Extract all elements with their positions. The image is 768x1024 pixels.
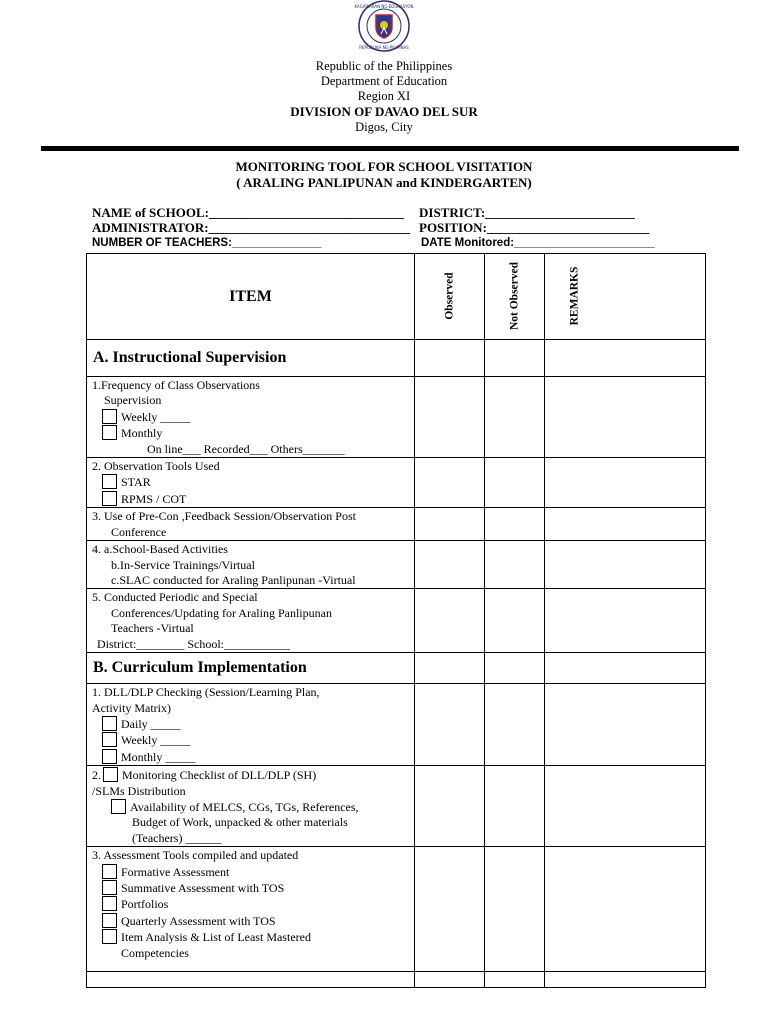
- header-department: Department of Education: [320, 74, 448, 88]
- item-text: 2.: [92, 768, 101, 783]
- cell-remarks[interactable]: [545, 589, 706, 653]
- item-text: (Teachers) ______: [132, 830, 222, 845]
- checkbox[interactable]: [102, 749, 117, 764]
- header-remarks-cell: [545, 254, 706, 340]
- item-text: 1. DLL/DLP Checking (Session/Learning Plan,: [92, 685, 320, 700]
- cell-remarks[interactable]: [545, 541, 706, 589]
- section-b-row: [87, 653, 706, 684]
- checkbox[interactable]: [102, 929, 117, 944]
- header-item: ITEM: [87, 254, 415, 340]
- item-a4: [87, 541, 415, 589]
- checkbox[interactable]: [102, 491, 117, 506]
- header-remarks: REMARKS: [568, 266, 581, 326]
- item-a2: [87, 458, 415, 508]
- option-label: Summative Assessment with TOS: [121, 880, 285, 895]
- option-label: Daily _____: [121, 716, 181, 731]
- cell-item-empty[interactable]: [87, 972, 415, 988]
- header-city: Digos, City: [355, 120, 413, 134]
- item-b2: [87, 766, 415, 847]
- cell-remarks[interactable]: [545, 684, 706, 766]
- cell-remarks[interactable]: [545, 653, 706, 684]
- cell-observed[interactable]: [415, 340, 485, 377]
- cell-remarks[interactable]: [545, 340, 706, 377]
- cell-not-observed[interactable]: [485, 847, 545, 972]
- cell-remarks[interactable]: [545, 508, 706, 541]
- seal-bottom-text: REPUBLIKA NG PILIPINAS: [359, 45, 409, 50]
- cell-not-observed[interactable]: [485, 684, 545, 766]
- item-text: 3. Assessment Tools compiled and updated: [92, 848, 299, 863]
- section-b-title: B. Curriculum Implementation: [87, 653, 415, 684]
- cell-observed[interactable]: [415, 458, 485, 508]
- header-region: Region XI: [357, 89, 411, 103]
- option-label: Monthly _____: [121, 749, 196, 764]
- cell-observed[interactable]: [415, 589, 485, 653]
- cell-not-observed[interactable]: [485, 377, 545, 458]
- form-title-line2: ( ARALING PANLIPUNAN and KINDERGARTEN): [236, 175, 532, 190]
- checkbox[interactable]: [102, 864, 117, 879]
- item-text: 1.Frequency of Class Observations: [92, 378, 260, 392]
- item-text: On line___ Recorded___ Others_______: [147, 441, 345, 456]
- header-not-observed-cell: [485, 254, 545, 340]
- form-title: [0, 159, 768, 191]
- cell-remarks[interactable]: [545, 458, 706, 508]
- division-name: DIVISION OF DAVAO DEL SUR: [290, 104, 478, 119]
- item-text: Activity Matrix): [92, 700, 171, 715]
- item-b1: [87, 684, 415, 766]
- option-label: Formative Assessment: [121, 864, 230, 879]
- item-text: 5. Conducted Periodic and Special: [92, 590, 258, 605]
- checkbox[interactable]: [102, 409, 117, 424]
- header-division: [0, 104, 768, 120]
- checkbox[interactable]: [103, 767, 118, 782]
- item-a3: [87, 508, 415, 541]
- item-text: 2. Observation Tools Used: [92, 459, 220, 474]
- item-text: c.SLAC conducted for Araling Panlipunan -Virtual: [111, 573, 356, 588]
- cell-not-observed[interactable]: [485, 541, 545, 589]
- header-observed: Observed: [442, 272, 455, 320]
- table-row: [87, 377, 706, 458]
- option-label: STAR: [121, 475, 151, 490]
- option-label: Quarterly Assessment with TOS: [121, 913, 276, 928]
- cell-remarks[interactable]: [545, 766, 706, 847]
- header-rule: [41, 146, 739, 151]
- teachers-count-field: NUMBER OF TEACHERS:______________: [92, 237, 322, 249]
- table-row: [87, 541, 706, 589]
- checkbox[interactable]: [102, 732, 117, 747]
- option-label: Monthly: [121, 426, 163, 441]
- position-field: POSITION:_________________________: [419, 220, 650, 235]
- district-field: DISTRICT:_______________________: [419, 205, 635, 220]
- cell-observed[interactable]: [415, 684, 485, 766]
- item-a5: [87, 589, 415, 653]
- header-republic: Republic of the Philippines: [315, 59, 453, 73]
- table-row: [87, 458, 706, 508]
- item-text: District:________ School:___________: [97, 636, 290, 651]
- cell-remarks[interactable]: [545, 847, 706, 972]
- item-b3: [87, 847, 415, 972]
- checkbox[interactable]: [102, 474, 117, 489]
- item-text: Conference: [111, 524, 167, 539]
- cell-observed[interactable]: [415, 766, 485, 847]
- cell-not-observed[interactable]: [485, 653, 545, 684]
- item-text: /SLMs Distribution: [92, 783, 186, 798]
- checkbox[interactable]: [102, 896, 117, 911]
- school-name-field: NAME of SCHOOL:______________________________: [92, 205, 404, 220]
- cell-not-observed[interactable]: [485, 972, 545, 988]
- table-row-empty: [87, 972, 706, 988]
- cell-observed[interactable]: [415, 847, 485, 972]
- item-text: Teachers -Virtual: [111, 621, 194, 636]
- item-text: Conferences/Updating for Araling Panlipunan: [111, 605, 332, 620]
- seal-top-text: KAGAWARAN NG EDUKASYON: [354, 4, 414, 9]
- cell-not-observed[interactable]: [485, 458, 545, 508]
- cell-not-observed[interactable]: [485, 508, 545, 541]
- checkbox[interactable]: [102, 913, 117, 928]
- item-a1: [87, 377, 415, 458]
- cell-remarks[interactable]: [545, 972, 706, 988]
- option-label: Availability of MELCS, CGs, TGs, References,: [130, 799, 359, 814]
- header-not-observed: Not Observed: [507, 261, 520, 331]
- header-observed-cell: [415, 254, 485, 340]
- deped-seal-logo: [352, 0, 416, 52]
- table-row: [87, 766, 706, 847]
- option-label: Weekly _____: [121, 409, 191, 424]
- option-label: Weekly _____: [121, 733, 191, 748]
- checkbox[interactable]: [102, 880, 117, 895]
- option-label: Portfolios: [121, 897, 169, 912]
- checkbox[interactable]: [102, 425, 117, 440]
- table-row: [87, 508, 706, 541]
- item-text: b.In-Service Trainings/Virtual: [111, 557, 255, 572]
- cell-observed[interactable]: [415, 653, 485, 684]
- section-a-row: [87, 340, 706, 377]
- table-header-row: [87, 254, 706, 340]
- checkbox[interactable]: [102, 716, 117, 731]
- item-text: Supervision: [104, 393, 162, 408]
- cell-remarks[interactable]: [545, 377, 706, 458]
- item-text: Budget of Work, unpacked & other materials: [132, 815, 348, 830]
- cell-not-observed[interactable]: [485, 340, 545, 377]
- monitoring-table: [86, 253, 706, 988]
- cell-observed[interactable]: [415, 508, 485, 541]
- date-monitored-field: DATE Monitored:______________________: [421, 237, 655, 249]
- checkbox[interactable]: [111, 799, 126, 814]
- administrator-field: ADMINISTRATOR:_______________________________: [92, 220, 411, 235]
- cell-not-observed[interactable]: [485, 589, 545, 653]
- item-text: Monitoring Checklist of DLL/DLP (SH): [122, 768, 317, 783]
- item-text: 4. a.School-Based Activities: [92, 542, 228, 557]
- table-row: [87, 684, 706, 766]
- option-label: RPMS / COT: [121, 491, 187, 506]
- cell-observed[interactable]: [415, 541, 485, 589]
- item-text: 3. Use of Pre-Con ,Feedback Session/Observation Post: [92, 509, 356, 524]
- table-row: [87, 847, 706, 972]
- table-row: [87, 589, 706, 653]
- form-title-line1: MONITORING TOOL FOR SCHOOL VISITATION: [235, 159, 533, 174]
- option-label: Item Analysis & List of Least Mastered: [121, 930, 311, 945]
- cell-not-observed[interactable]: [485, 766, 545, 847]
- item-text: Competencies: [121, 945, 189, 960]
- section-a-title: A. Instructional Supervision: [87, 340, 415, 377]
- cell-observed[interactable]: [415, 972, 485, 988]
- cell-observed[interactable]: [415, 377, 485, 458]
